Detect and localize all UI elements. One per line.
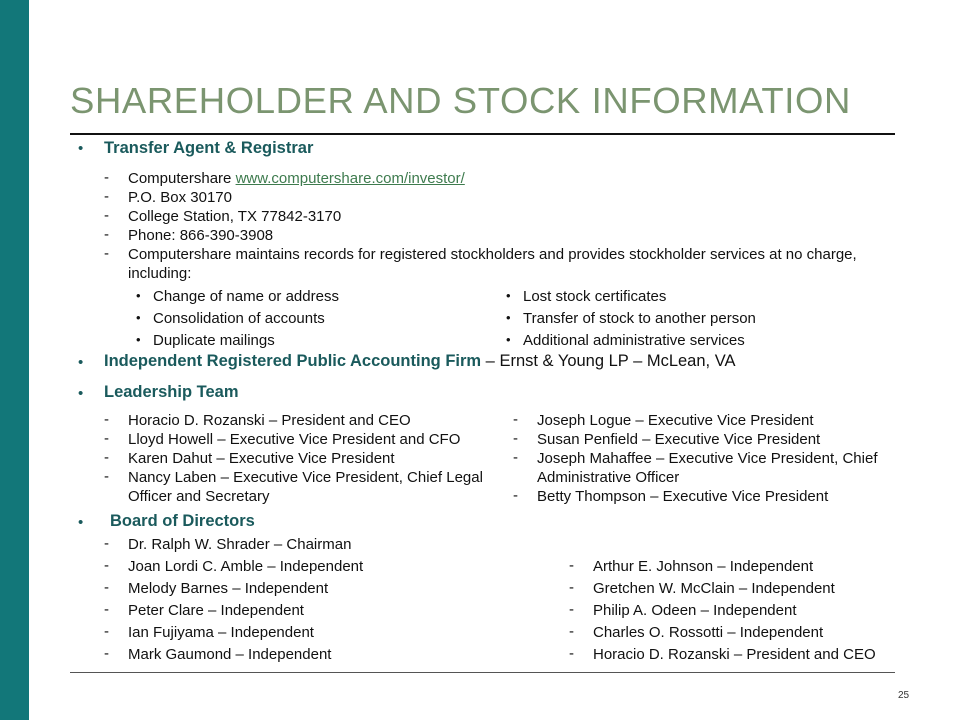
- dash-icon: -: [104, 557, 109, 574]
- dash-icon: -: [104, 207, 109, 224]
- company-name: Computershare: [128, 170, 232, 187]
- leader-item: Karen Dahut – Executive Vice President: [128, 450, 395, 467]
- footer-divider: [70, 672, 895, 673]
- services-intro-line1: Computershare maintains records for registered stockholders and provides stockholder services at no charge,: [128, 246, 857, 263]
- transfer-agent-heading: Transfer Agent & Registrar: [104, 139, 314, 157]
- board-item: Horacio D. Rozanski – President and CEO: [593, 646, 876, 663]
- service-item: Consolidation of accounts: [153, 310, 325, 327]
- board-item: Philip A. Odeen – Independent: [593, 602, 797, 619]
- dash-icon: -: [513, 430, 518, 447]
- leader-item: Nancy Laben – Executive Vice President, Chief Legal: [128, 469, 483, 486]
- bullet-icon: •: [78, 140, 84, 157]
- dash-icon: -: [569, 645, 574, 662]
- phone-line: Phone: 866-390-3908: [128, 227, 274, 244]
- dash-icon: -: [104, 169, 109, 186]
- leader-item: Lloyd Howell – Executive Vice President and CFO: [128, 431, 461, 448]
- accounting-firm-heading: Independent Registered Public Accounting Firm: [104, 352, 482, 370]
- page-title: SHAREHOLDER AND STOCK INFORMATION: [70, 80, 851, 121]
- service-item: Lost stock certificates: [523, 288, 667, 305]
- dash-icon: -: [104, 468, 109, 485]
- bullet-icon: •: [136, 310, 141, 325]
- dash-icon: -: [104, 245, 109, 262]
- dash-icon: -: [104, 411, 109, 428]
- board-heading: Board of Directors: [110, 512, 255, 530]
- dash-icon: -: [104, 623, 109, 640]
- leader-item: Susan Penfield – Executive Vice President: [537, 431, 821, 448]
- dash-icon: -: [104, 601, 109, 618]
- page-number: 25: [898, 690, 910, 701]
- leader-item: Joseph Logue – Executive Vice President: [537, 412, 814, 429]
- board-item: Gretchen W. McClain – Independent: [593, 580, 835, 597]
- board-item: Peter Clare – Independent: [128, 602, 304, 619]
- board-item: Arthur E. Johnson – Independent: [593, 558, 814, 575]
- dash-icon: -: [104, 449, 109, 466]
- leader-item: Betty Thompson – Executive Vice President: [537, 488, 829, 505]
- leader-item: Horacio D. Rozanski – President and CEO: [128, 412, 411, 429]
- city-line: College Station, TX 77842-3170: [128, 208, 342, 225]
- dash-icon: -: [104, 226, 109, 243]
- leadership-heading: Leadership Team: [104, 383, 239, 401]
- bullet-icon: •: [506, 332, 511, 347]
- board-item: Mark Gaumond – Independent: [128, 646, 332, 663]
- services-intro-line2: including:: [128, 265, 192, 282]
- leader-item-continued: Officer and Secretary: [128, 488, 270, 505]
- dash-icon: -: [104, 579, 109, 596]
- bullet-icon: •: [136, 332, 141, 347]
- dash-icon: -: [104, 535, 109, 552]
- dash-icon: -: [513, 487, 518, 504]
- bullet-icon: •: [78, 354, 84, 371]
- dash-icon: -: [104, 430, 109, 447]
- bullet-icon: •: [78, 385, 84, 402]
- po-box-line: P.O. Box 30170: [128, 189, 232, 206]
- board-item: Ian Fujiyama – Independent: [128, 624, 314, 641]
- computershare-line: [128, 169, 465, 188]
- dash-icon: -: [569, 579, 574, 596]
- service-item: Transfer of stock to another person: [523, 310, 756, 327]
- dash-icon: -: [569, 601, 574, 618]
- computershare-link[interactable]: www.computershare.com/investor/: [235, 170, 465, 187]
- board-chairman: Dr. Ralph W. Shrader – Chairman: [128, 536, 352, 553]
- sidebar-accent-bar: [0, 0, 29, 720]
- dash-icon: -: [513, 449, 518, 466]
- bullet-icon: •: [506, 288, 511, 303]
- bullet-icon: •: [136, 288, 141, 303]
- dash-icon: -: [569, 557, 574, 574]
- bullet-icon: •: [78, 514, 84, 531]
- board-item: Charles O. Rossotti – Independent: [593, 624, 824, 641]
- dash-icon: -: [569, 623, 574, 640]
- title-divider: [70, 133, 895, 135]
- service-item: Duplicate mailings: [153, 332, 275, 349]
- service-item: Change of name or address: [153, 288, 339, 305]
- dash-icon: -: [513, 411, 518, 428]
- accounting-firm-line: [104, 352, 736, 371]
- board-item: Joan Lordi C. Amble – Independent: [128, 558, 364, 575]
- bullet-icon: •: [506, 310, 511, 325]
- dash-icon: -: [104, 188, 109, 205]
- leader-item: Joseph Mahaffee – Executive Vice President, Chief: [537, 450, 878, 467]
- leader-item-continued: Administrative Officer: [537, 469, 680, 486]
- board-item: Melody Barnes – Independent: [128, 580, 329, 597]
- service-item: Additional administrative services: [523, 332, 745, 349]
- dash-icon: -: [104, 645, 109, 662]
- accounting-firm-detail: – Ernst & Young LP – McLean, VA: [481, 352, 736, 370]
